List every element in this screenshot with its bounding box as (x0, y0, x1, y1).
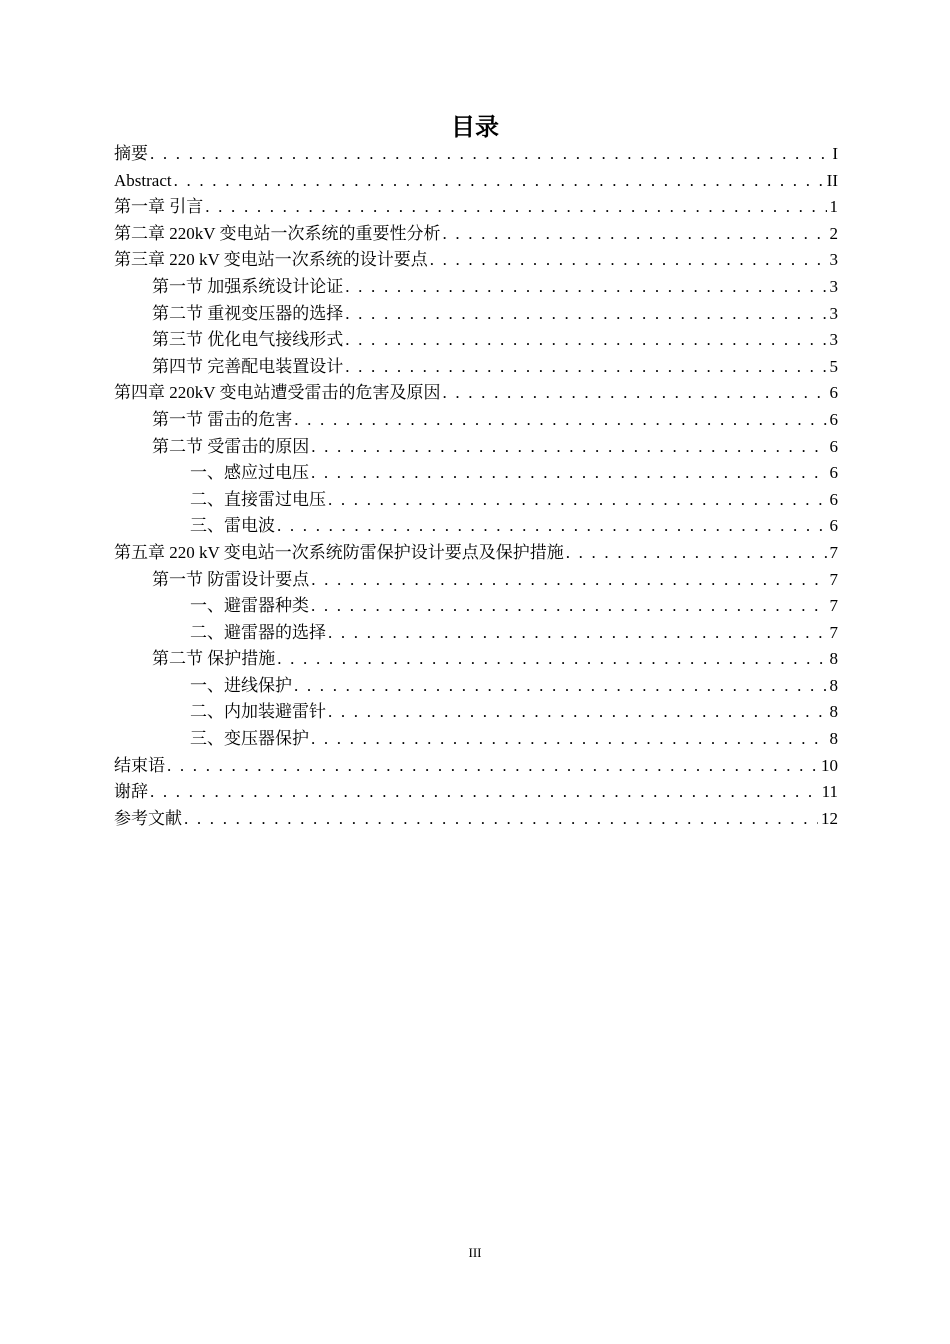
toc-entry-title: 第一节 加强系统设计论证 (152, 276, 344, 296)
dot-leader (148, 779, 819, 806)
toc-entry-title: 第三节 优化电气接线形式 (152, 330, 344, 350)
toc-entry-page-number: 8 (829, 649, 838, 669)
toc-entry-title: 第五章 220 kV 变电站一次系统防雷保护设计要点及保护措施 (114, 542, 564, 562)
dot-leader (203, 194, 826, 221)
toc-entry-page-number: 8 (829, 729, 838, 749)
toc-entry[interactable] (114, 354, 838, 381)
dot-leader (275, 513, 827, 540)
toc-entry[interactable] (114, 673, 838, 700)
toc-entry[interactable] (114, 221, 838, 248)
toc-entry-page-number: 7 (829, 622, 838, 642)
toc-entry[interactable] (114, 434, 838, 461)
toc-entry-page-number: 3 (829, 330, 838, 350)
toc-entry-page-number: 3 (829, 276, 838, 296)
dot-leader (428, 247, 827, 274)
toc-entry-title: 二、避雷器的选择 (190, 622, 326, 642)
toc-entry-page-number: 6 (829, 436, 838, 456)
dot-leader (292, 673, 827, 700)
toc-entry[interactable] (114, 753, 838, 780)
toc-entry-title: 第二章 220kV 变电站一次系统的重要性分析 (114, 223, 441, 243)
toc-entry[interactable] (114, 699, 838, 726)
toc-entry[interactable] (114, 274, 838, 301)
dot-leader (440, 221, 826, 248)
toc-entry-page-number: 7 (829, 542, 838, 562)
toc-entry-page-number: 6 (829, 383, 838, 403)
toc-entry-title: 二、直接雷过电压 (190, 489, 326, 509)
toc-entry-title: 第四章 220kV 变电站遭受雷击的危害及原因 (114, 383, 441, 403)
toc-entry-page-number: II (826, 170, 838, 190)
toc-entry-title: 一、进线保护 (190, 675, 292, 695)
toc-entry-title: 二、内加装避雷针 (190, 702, 326, 722)
toc-entry-page-number: 10 (821, 755, 838, 775)
footer-page-number: III (468, 1245, 482, 1260)
toc-entry[interactable] (114, 567, 838, 594)
toc-entry-page-number: 7 (829, 596, 838, 616)
dot-leader (148, 141, 829, 168)
toc-entry[interactable] (114, 460, 838, 487)
toc-entry-page-number: 7 (829, 569, 838, 589)
toc-entry-page-number: 2 (829, 223, 838, 243)
toc-entry[interactable] (114, 620, 838, 647)
toc-entry-title: 第一节 防雷设计要点 (152, 569, 310, 589)
toc-entry[interactable] (114, 646, 838, 673)
dot-leader (343, 274, 826, 301)
dot-leader (309, 460, 827, 487)
toc-entry[interactable] (114, 726, 838, 753)
toc-entry[interactable] (114, 194, 838, 221)
page-title: 目录 (451, 113, 499, 141)
dot-leader (165, 753, 818, 780)
toc-entry-title: 谢辞 (114, 782, 148, 802)
toc-entry-title: Abstract (114, 170, 172, 190)
toc-entry-page-number: 3 (829, 250, 838, 270)
dot-leader (309, 434, 826, 461)
toc-entry[interactable] (114, 407, 838, 434)
dot-leader (440, 380, 826, 407)
toc-entry-page-number: 11 (821, 782, 838, 802)
dot-leader (326, 620, 827, 647)
dot-leader (326, 699, 827, 726)
toc-entry-title: 一、感应过电压 (190, 463, 309, 483)
toc-entry-page-number: 6 (829, 409, 838, 429)
dot-leader (292, 407, 826, 434)
toc-entry-page-number: 6 (829, 516, 838, 536)
dot-leader (343, 354, 826, 381)
dot-leader (182, 806, 818, 833)
toc-entry-page-number: I (832, 144, 838, 163)
dot-leader (309, 567, 826, 594)
toc-entry-title: 第二节 保护措施 (152, 649, 276, 669)
toc-entry[interactable] (114, 540, 838, 567)
toc-entry[interactable] (114, 513, 838, 540)
dot-leader (275, 646, 826, 673)
toc-entry-title: 第四节 完善配电装置设计 (152, 356, 344, 376)
toc-entry-title: 第三章 220 kV 变电站一次系统的设计要点 (114, 250, 428, 270)
toc-entry[interactable] (114, 487, 838, 514)
toc-entry[interactable] (114, 327, 838, 354)
dot-leader (564, 540, 827, 567)
toc-entry-page-number: 1 (829, 197, 838, 217)
toc-entry-title: 结束语 (114, 755, 165, 775)
toc-entry-title: 摘要 (114, 144, 148, 163)
toc-entry[interactable] (114, 593, 838, 620)
toc-entry-title: 三、变压器保护 (190, 729, 309, 749)
toc-entry-page-number: 5 (829, 356, 838, 376)
toc-entry[interactable] (114, 141, 838, 168)
toc-entry[interactable] (114, 301, 838, 328)
toc-entry[interactable] (114, 779, 838, 806)
toc-entry-page-number: 6 (829, 463, 838, 483)
toc-entry-title: 第二节 重视变压器的选择 (152, 303, 344, 323)
dot-leader (343, 327, 826, 354)
toc-entry-title: 一、避雷器种类 (190, 596, 309, 616)
toc-entry-title: 第一章 引言 (114, 197, 204, 217)
toc-entry[interactable] (114, 168, 838, 195)
toc-entry[interactable] (114, 247, 838, 274)
toc-entry-title: 参考文献 (114, 808, 182, 828)
toc-entry-page-number: 12 (821, 808, 838, 828)
toc-entry[interactable] (114, 380, 838, 407)
dot-leader (326, 487, 827, 514)
toc-entry[interactable] (114, 806, 838, 833)
toc-entry-page-number: 8 (829, 675, 838, 695)
toc-entry-title: 三、雷电波 (190, 516, 275, 536)
dot-leader (343, 301, 826, 328)
toc-entry-page-number: 6 (829, 489, 838, 509)
dot-leader (172, 168, 824, 195)
dot-leader (309, 593, 827, 620)
toc-entry-title: 第二节 受雷击的原因 (152, 436, 310, 456)
toc-entry-page-number: 3 (829, 303, 838, 323)
dot-leader (309, 726, 827, 753)
table-of-contents (114, 141, 838, 832)
toc-entry-title: 第一节 雷击的危害 (152, 409, 293, 429)
toc-entry-page-number: 8 (829, 702, 838, 722)
